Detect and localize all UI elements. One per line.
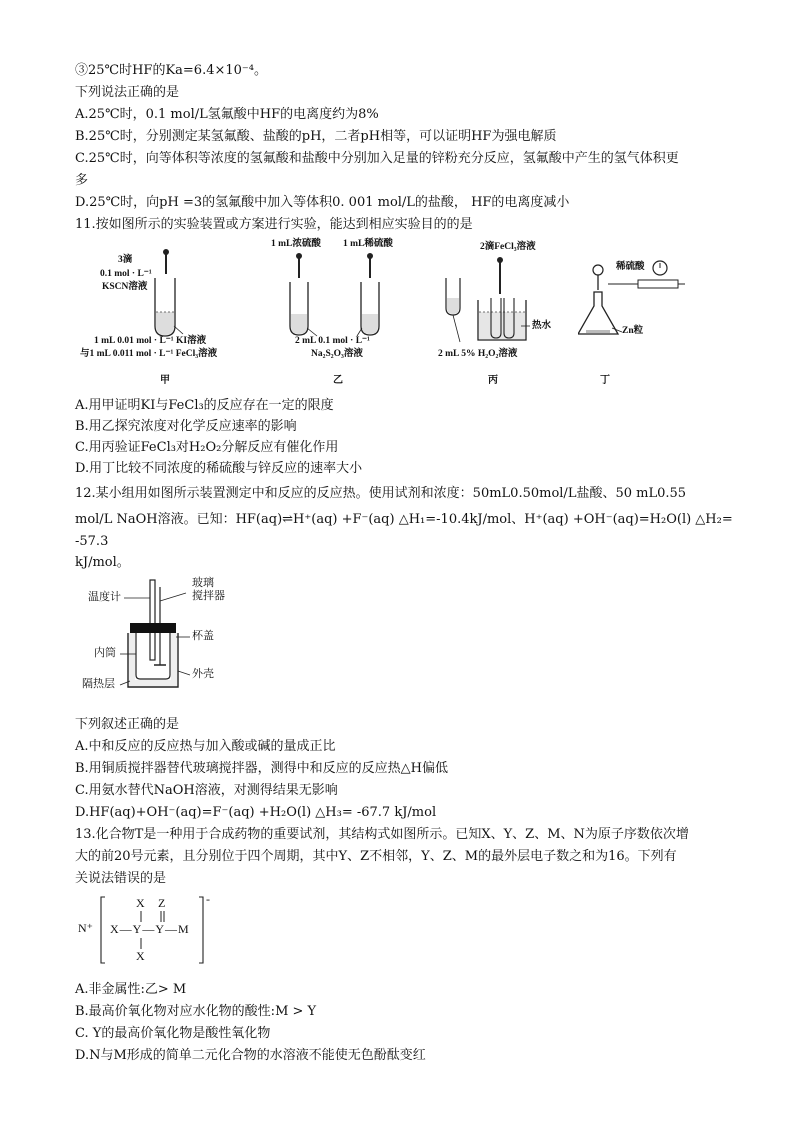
ding-zn-label: Zn粒	[622, 326, 644, 336]
q12-line-4: kJ/mol。	[75, 555, 130, 570]
jia-drop-label-2: 0.1 mol · L⁻¹	[100, 269, 152, 279]
figure-ding	[578, 258, 688, 388]
jia-caption: 甲	[160, 375, 170, 386]
q13-option-a: A.非金属性:乙> M	[75, 982, 187, 997]
ding-acid-label: 稀硫酸	[616, 262, 645, 272]
structure-row: X—Y—Y—M	[110, 922, 190, 936]
q13-option-c: C. Y的最高价氧化物是酸性氧化物	[75, 1026, 271, 1041]
q11-option-b: B.用乙探究浓度对化学反应速率的影响	[75, 419, 297, 434]
bing-water-bath-drawing	[438, 238, 568, 388]
q11-option-d: D.用丁比较不同浓度的稀硫酸与锌反应的速率大小	[75, 461, 363, 476]
structure-formula	[75, 892, 235, 968]
stirrer-label-2: 搅拌器	[192, 590, 225, 602]
jia-drop-label-3: KSCN溶液	[102, 282, 148, 292]
jia-bottom-label-1: 1 mL 0.01 mol · L⁻¹ KI溶液	[94, 336, 207, 346]
q10-option-c-cont: 多	[75, 173, 89, 188]
q12-line-2: mol/L NaOH溶液。已知：HF(aq)⇌H⁺(aq) +F⁻(aq) △H₁=-10.4kJ/mol、H⁺(aq) +OH⁻(aq)=H₂O(l) △H₂=	[75, 512, 733, 527]
q11-option-a: A.用甲证明KI与FeCl₃的反应存在一定的限度	[75, 398, 334, 413]
q12-option-a: A.中和反应的反应热与加入酸或碱的量成正比	[75, 739, 336, 754]
structure-x-bottom: X	[136, 949, 145, 963]
q13-line-3: 关说法错误的是	[75, 871, 167, 886]
figure-yi	[265, 238, 415, 388]
yi-test-tubes-drawing	[265, 238, 415, 388]
bing-water-label: 热水	[532, 321, 552, 331]
q13-option-d: D.N与M形成的简单二元化合物的水溶液不能使无色酚酞变红	[75, 1048, 426, 1063]
q11-stem: 11.按如图所示的实验装置或方案进行实验，能达到相应实验目的的是	[75, 217, 473, 232]
q11-option-c: C.用丙验证FeCl₃对H₂O₂分解反应有催化作用	[75, 440, 339, 455]
yi-top-right-label: 1 mL稀硫酸	[343, 239, 393, 249]
yi-bottom-label-2: Na₂S₂O₃溶液	[311, 349, 363, 359]
jia-bottom-label-2: 与1 mL 0.011 mol · L⁻¹ FeCl₃溶液	[80, 349, 218, 359]
bing-bottom-label: 2 mL 5% H₂O₂溶液	[438, 349, 518, 359]
calorimeter-figure	[82, 575, 240, 695]
yi-caption: 乙	[333, 375, 343, 386]
q12-option-b: B.用铜质搅拌器替代玻璃搅拌器，测得中和反应的反应热△H偏低	[75, 761, 449, 776]
figure-bing	[438, 238, 568, 388]
structure-charge: -	[206, 892, 210, 906]
q10-option-a: A.25℃时，0.1 mol/L氢氟酸中HF的电离度约为8%	[75, 107, 379, 122]
q12-option-d: D.HF(aq)+OH⁻(aq)=F⁻(aq) +H₂O(l) △H₃= -67.7 kJ/mol	[75, 805, 437, 820]
lid-label: 杯盖	[192, 630, 214, 642]
q13-option-b: B.最高价氧化物对应水化物的酸性:M > Y	[75, 1004, 317, 1019]
ding-caption: 丁	[600, 375, 610, 386]
jia-drop-label-1: 3滴	[118, 255, 133, 265]
structure-x-top: X	[136, 896, 145, 910]
q10-condition-3: ③25℃时HF的Ka=6.4×10⁻⁴。	[75, 63, 267, 78]
q13-line-1: 13.化合物T是一种用于合成药物的重要试剂，其结构式如图所示。已知X、Y、Z、M、N为原子序数依次增	[75, 827, 689, 842]
q10-option-c: C.25℃时，向等体积等浓度的氢氟酸和盐酸中分别加入足量的锌粉充分反应，氢氟酸中产生的氢气体积更	[75, 151, 679, 166]
q12-line-1: 12.某小组用如图所示装置测定中和反应的反应热。使用试剂和浓度：50mL0.50mol/L盐酸、50 mL0.55	[75, 486, 687, 501]
q10-option-b: B.25℃时，分别测定某氢氟酸、盐酸的pH，二者pH相等，可以证明HF为强电解质	[75, 129, 557, 144]
yi-bottom-label-1: 2 mL 0.1 mol · L⁻¹	[295, 336, 370, 346]
q12-option-c: C.用氨水替代NaOH溶液，对测得结果无影响	[75, 783, 338, 798]
thermometer-label: 温度计	[88, 591, 121, 603]
bing-top-label: 2滴FeCl₃溶液	[480, 242, 536, 252]
q10-stem: 下列说法正确的是	[75, 85, 180, 100]
q12-stem: 下列叙述正确的是	[75, 717, 180, 732]
jia-test-tube-drawing	[78, 238, 248, 388]
insulation-label: 隔热层	[82, 678, 115, 690]
outer-shell-label: 外壳	[192, 668, 214, 680]
q13-line-2: 大的前20号元素，且分别位于四个周期，其中Y、Z不相邻，Y、Z、M的最外层电子数之和为16。下列有	[75, 849, 677, 864]
yi-top-left-label: 1 mL浓硫酸	[271, 239, 321, 249]
stirrer-label-1: 玻璃	[192, 577, 214, 589]
bing-caption: 丙	[488, 375, 498, 386]
q12-line-3: -57.3	[75, 534, 109, 549]
figure-jia	[78, 238, 248, 388]
inner-cup-label: 内筒	[94, 647, 116, 659]
ding-flask-syringe-drawing	[578, 258, 688, 388]
q10-option-d: D.25℃时，向pH =3的氢氟酸中加入等体积0. 001 mol/L的盐酸， HF的电离度减小	[75, 195, 570, 210]
structure-z-top: Z	[158, 896, 166, 910]
cation-n: N⁺	[78, 921, 93, 935]
